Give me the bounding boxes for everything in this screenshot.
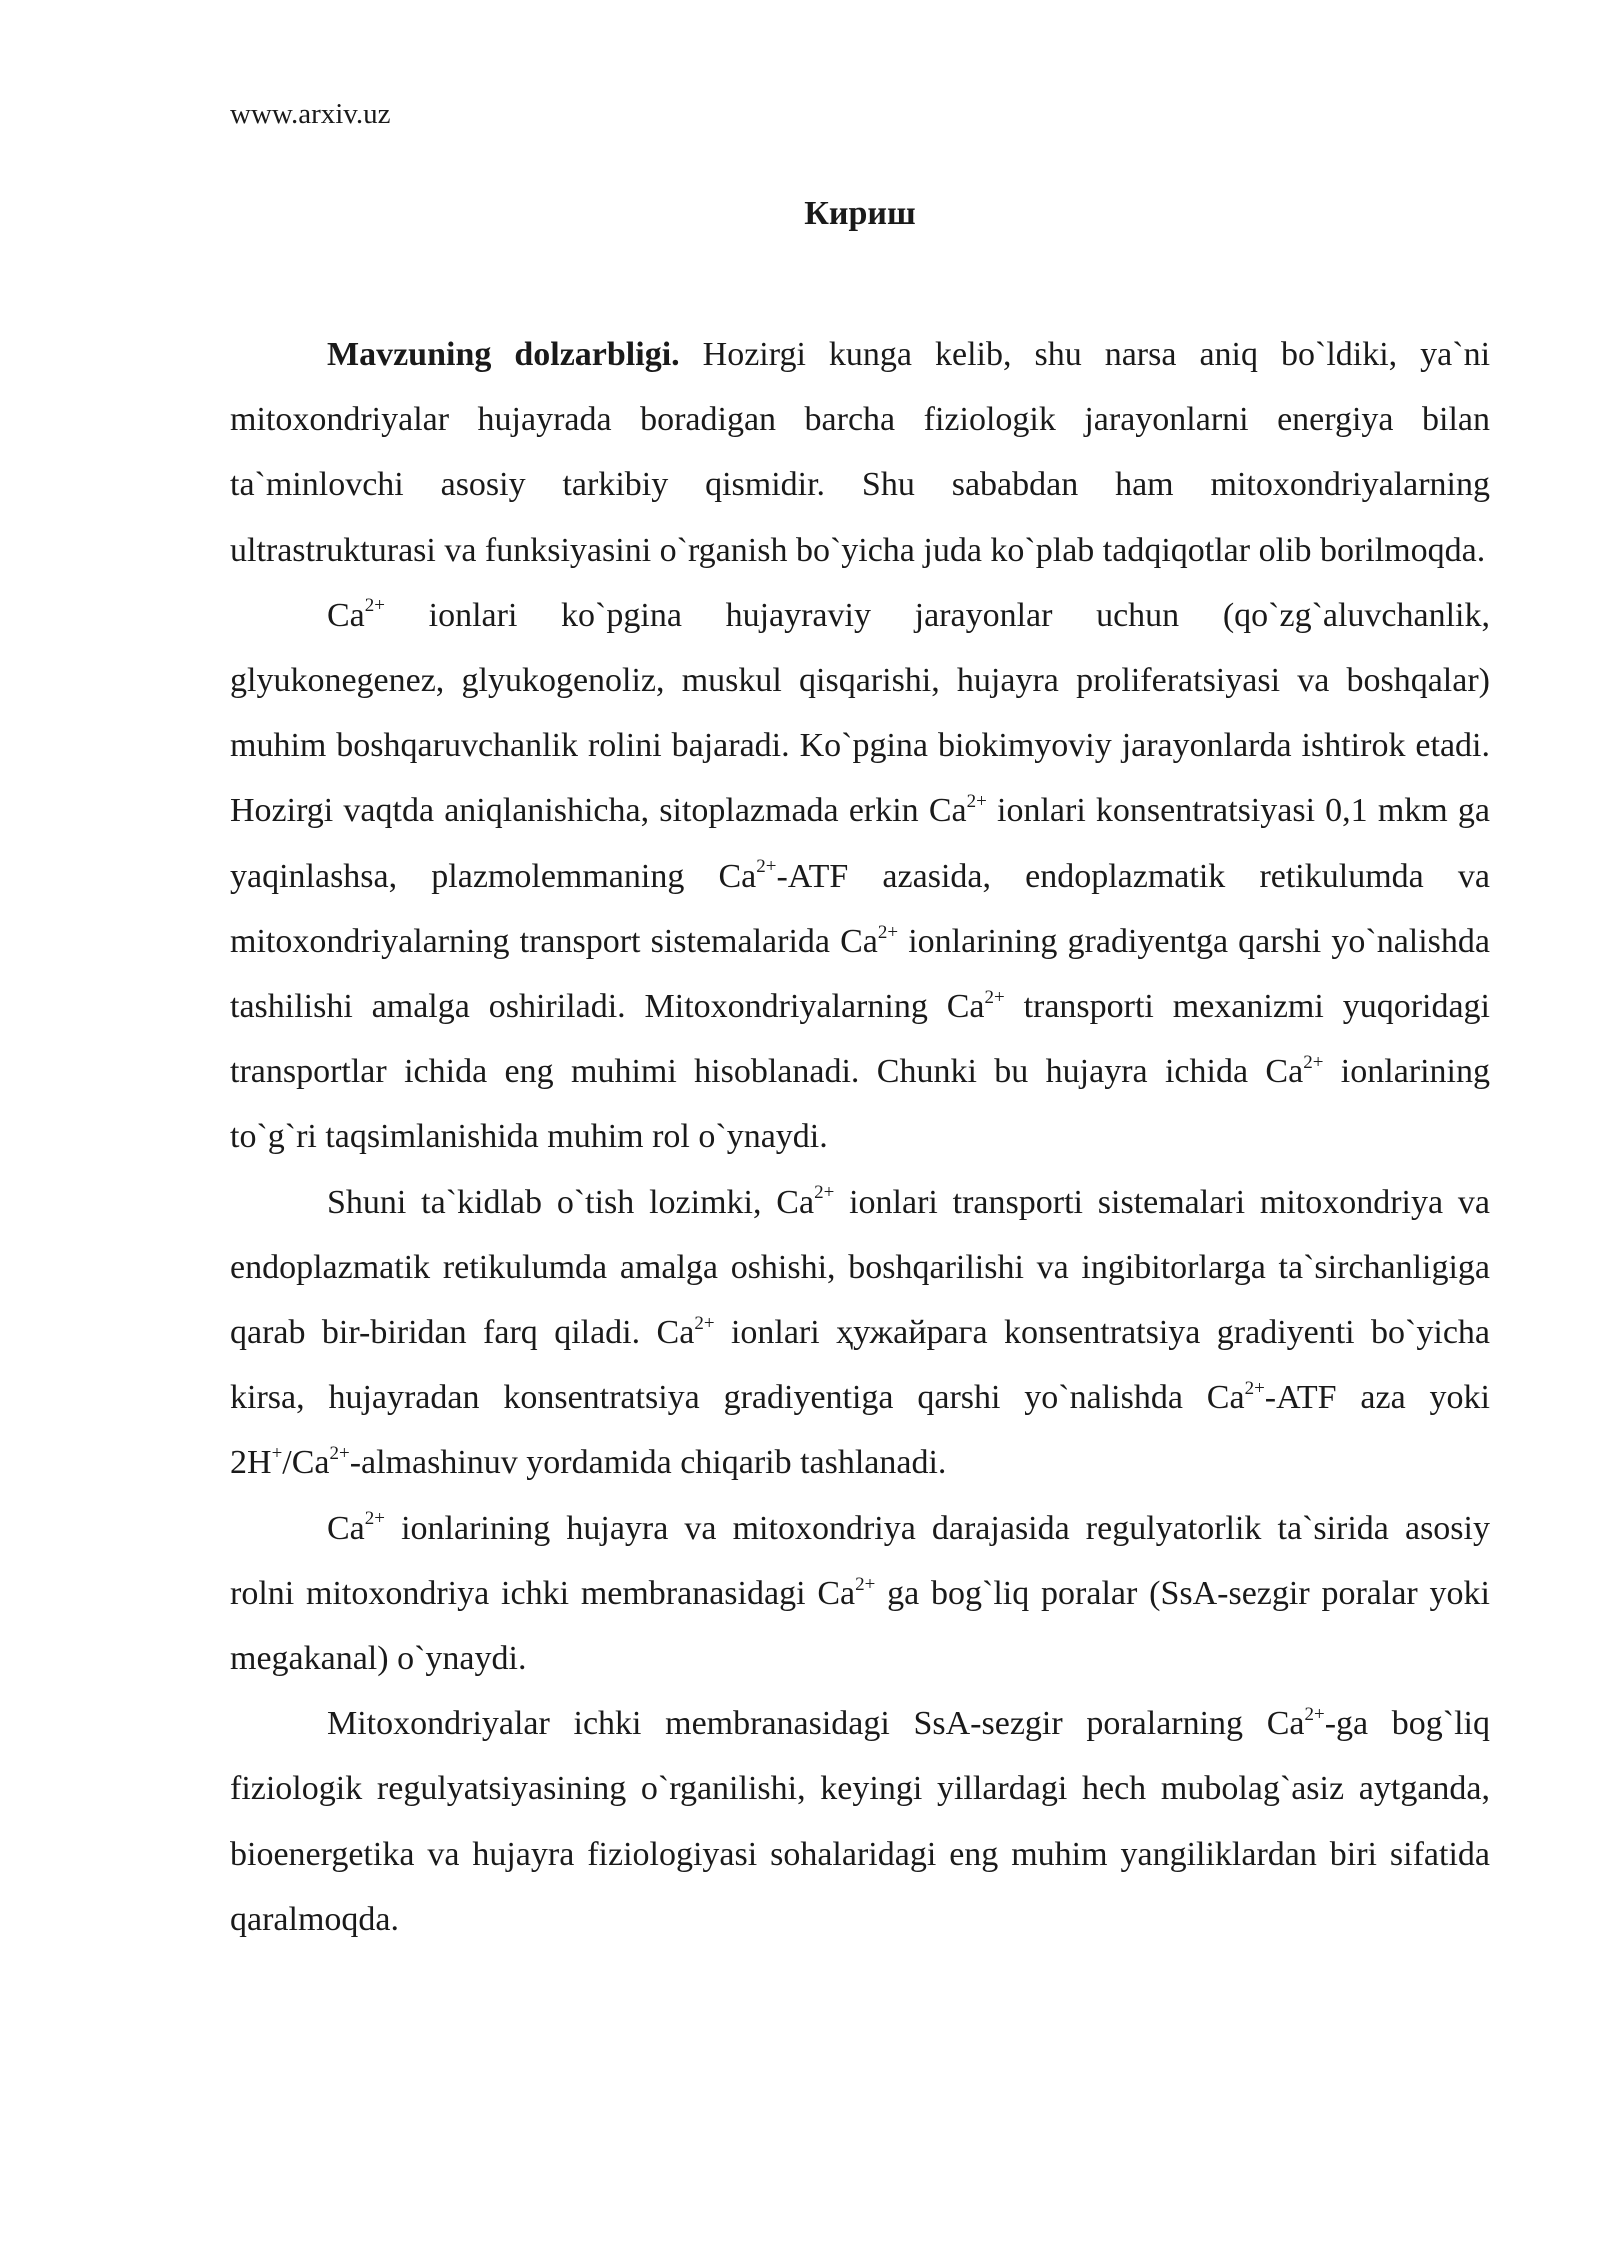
text-run: ga bog`liq poralar (SsA-sezgir poralar yoki megakanal) o`ynaydi. xyxy=(230,1574,1490,1678)
text-run: -ga bog`liq fiziologik regulyatsiyasining o`rganilishi, keyingi yillardagi hech mubolag`asiz aytganda, bioenergetika va hujayra fiziologiyasi sohalaridagi eng muhim yangiliklardan biri sifatida qaralmoqda. xyxy=(230,1705,1490,1938)
superscript: 2+ xyxy=(756,856,777,878)
superscript: 2+ xyxy=(329,1443,350,1465)
text-run: /Ca xyxy=(282,1444,330,1482)
superscript: 2+ xyxy=(1303,1051,1324,1073)
paragraph-relevance xyxy=(230,322,1490,583)
superscript: 2+ xyxy=(877,921,899,943)
superscript: 2+ xyxy=(984,986,1005,1008)
text-run: -ATF aza yoki 2H xyxy=(230,1379,1490,1482)
paragraph-pores xyxy=(230,1496,1490,1692)
superscript: 2+ xyxy=(814,1182,835,1204)
text-run: ionlari ҳужайрага konsentratsiya gradiyenti bo`yicha kirsa, hujayradan konsentratsiya gradiyentiga qarshi yo`nalishda Ca xyxy=(230,1314,1490,1417)
header-url: www.arxiv.uz xyxy=(230,98,391,130)
paragraph-lead: Mavzuning dolzarbligi. xyxy=(327,336,680,373)
page-title: Кириш xyxy=(804,195,916,232)
text-run: Ca xyxy=(327,596,365,634)
paragraph-calcium-role xyxy=(230,583,1490,1170)
superscript: 2+ xyxy=(364,595,385,617)
paragraph-text: Hozirgi kunga kelib, shu narsa aniq bo`ldiki, ya`ni mitoxondriyalar hujayrada boradigan barcha fiziologik jarayonlarni energiya bilan ta`minlovchi asosiy tarkibiy qismidir. Shu sababdan ham mitoxondriyalarning ultrastrukturasi va funksiyasini o`rganish bo`yicha juda ko`plab tadqiqotlar olib borilmoqda. xyxy=(230,336,1491,569)
text-run: Mitoxondriyalar ichki membranasidagi SsA-sezgir poralarning Ca xyxy=(327,1705,1305,1743)
superscript: 2+ xyxy=(1244,1377,1265,1399)
superscript: 2+ xyxy=(855,1573,876,1595)
text-run: ionlarining hujayra va mitoxondriya darajasida regulyatorlik ta`sirida asosiy rolni mitoxondriya ichki membranasidagi Ca xyxy=(230,1509,1490,1612)
text-run: -almashinuv yordamida chiqarib tashlanadi. xyxy=(349,1444,947,1482)
superscript: 2+ xyxy=(694,1312,715,1334)
text-run: -ATF azasida, endoplazmatik retikulumda va mitoxondriyalarning transport sistemalarida Ca xyxy=(230,857,1490,960)
paragraph-regulation xyxy=(230,1691,1490,1952)
paragraph-transport-systems xyxy=(230,1170,1490,1496)
text-run: ionlarining to`g`ri taqsimlanishida muhim rol o`ynaydi. xyxy=(230,1053,1490,1156)
document-body xyxy=(230,322,1490,1952)
text-run: ionlarining gradiyentga qarshi yo`nalishda tashilishi amalga oshiriladi. Mitoxondriyalarning Ca xyxy=(230,922,1491,1026)
text-run: ionlari transporti sistemalari mitoxondriya va endoplazmatik retikulumda amalga oshishi, boshqarilishi va ingibitorlarga ta`sirchanligiga qarab bir-biridan farq qiladi. Ca xyxy=(230,1183,1490,1352)
text-run: ionlari ko`pgina hujayraviy jarayonlar uchun (qo`zg`aluvchanlik, glyukonegenez, glyukogenoliz, muskul qisqarishi, hujayra proliferatsiyasi va boshqalar) muhim boshqaruvchanlik rolini bajaradi. Ko`pgina biokimyoviy jarayonlarda ishtirok etadi. Hozirgi vaqtda aniqlanishicha, sitoplazmada erkin Ca xyxy=(230,596,1490,830)
superscript: 2+ xyxy=(966,791,987,813)
text-run: Shuni ta`kidlab o`tish lozimki, Ca xyxy=(327,1183,815,1221)
text-run: transporti mexanizmi yuqoridagi transportlar ichida eng muhimi hisoblanadi. Chunki bu hujayra ichida Ca xyxy=(230,988,1491,1091)
text-run: Ca xyxy=(327,1509,365,1547)
text-run: ionlari konsentratsiyasi 0,1 mkm ga yaqinlashsa, plazmolemmaning Ca xyxy=(230,792,1491,895)
superscript: 2+ xyxy=(1304,1703,1325,1725)
superscript: 2+ xyxy=(364,1508,385,1530)
superscript: + xyxy=(271,1443,283,1465)
